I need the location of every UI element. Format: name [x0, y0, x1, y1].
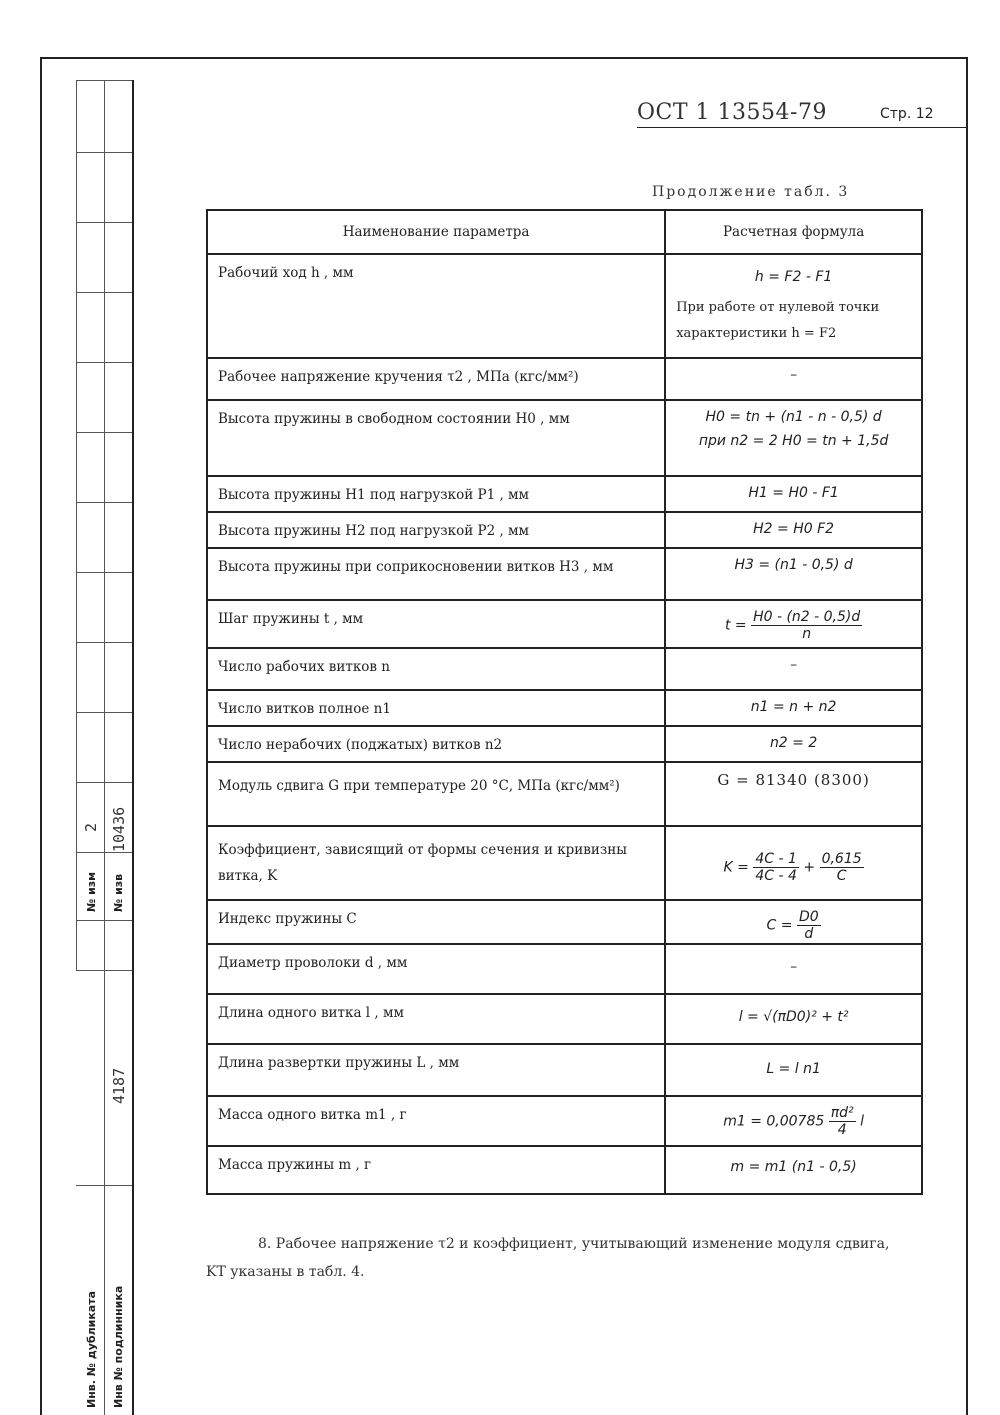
formula-text: h = F2 - F1 [754, 269, 833, 285]
strip-rule [76, 712, 132, 713]
formula-cell [665, 900, 922, 944]
formula-text: H0 = tn + (n1 - n - 0,5) d [705, 409, 882, 425]
strip-rule [76, 782, 132, 783]
formula-cell: L = l n1 [665, 1044, 922, 1096]
original-inventory-number: 4187 [110, 1067, 128, 1104]
param-cell: Коэффициент, зависящий от формы сечения и кривизны витка, K [207, 826, 665, 900]
formula-lhs: C = [766, 917, 793, 934]
param-cell: Число рабочих витков n [207, 648, 665, 690]
frame-right-border [966, 57, 968, 1415]
table-row [207, 476, 922, 512]
param-cell: Масса пружины m , г [207, 1146, 665, 1194]
param-cell: Масса одного витка m1 , г [207, 1096, 665, 1146]
formula-cell: – [665, 648, 922, 690]
formula-note: При работе от нулевой точки характеристики h = F2 [676, 300, 880, 341]
revision-notice-label: № изв [112, 873, 125, 912]
table-header-row [207, 210, 922, 254]
table-row [207, 900, 922, 944]
fraction-numerator: 4C - 1 [755, 850, 797, 867]
param-cell: Число витков полное n1 [207, 690, 665, 726]
formula-cell [665, 400, 922, 476]
formula-lhs: K = [723, 859, 749, 875]
strip-rule [76, 920, 132, 921]
formula-cell: l = √(πD0)² + t² [665, 994, 922, 1044]
column-header-parameter: Наименование параметра [207, 210, 665, 254]
param-cell: Шаг пружины t , мм [207, 600, 665, 648]
strip-rule [76, 502, 132, 503]
strip-rule [76, 152, 132, 153]
formula-rhs: l [860, 1113, 865, 1130]
strip-divider [104, 80, 105, 1415]
table-row [207, 1044, 922, 1096]
strip-divider [76, 80, 77, 970]
param-cell: Модуль сдвига G при температуре 20 °С, МПа (кгс/мм²) [207, 762, 665, 826]
document-number: ОСТ 1 13554-79 [637, 100, 827, 125]
table-row [207, 1146, 922, 1194]
formula-cell: H3 = (n1 - 0,5) d [665, 548, 922, 600]
formula-cell: G = 81340 (8300) [665, 762, 922, 826]
table-row [207, 358, 922, 400]
revision-change-label: № изм [85, 871, 98, 912]
fraction-denominator: n [802, 626, 812, 642]
table-row [207, 600, 922, 648]
fraction-numerator: H0 - (n2 - 0,5)d [753, 609, 861, 625]
strip-rule [76, 642, 132, 643]
formula-cell [665, 1096, 922, 1146]
formula-cell: H1 = H0 - F1 [665, 476, 922, 512]
fraction-denominator: d [804, 926, 814, 942]
table-row [207, 690, 922, 726]
strip-rule [76, 222, 132, 223]
fraction-numerator: D0 [798, 909, 819, 925]
strip-rule [76, 432, 132, 433]
fraction-denominator: 4C - 4 [755, 867, 797, 884]
param-cell: Рабочий ход h , мм [207, 254, 665, 358]
param-cell: Рабочее напряжение кручения τ2 , МПа (кгс/мм²) [207, 358, 665, 400]
param-cell: Длина развертки пружины L , мм [207, 1044, 665, 1096]
header-underline [637, 127, 967, 128]
formula-cell: m = m1 (n1 - 0,5) [665, 1146, 922, 1194]
revision-notice-number: 10436 [110, 806, 128, 852]
strip-rule [76, 362, 132, 363]
formula-cell: – [665, 944, 922, 994]
param-cell: Высота пружины H2 под нагрузкой P2 , мм [207, 512, 665, 548]
strip-rule [76, 852, 132, 853]
formula-note: при n2 = 2 H0 = tn + 1,5d [698, 433, 889, 449]
formula-operator: + [803, 859, 816, 875]
param-cell: Длина одного витка l , мм [207, 994, 665, 1044]
strip-rule [76, 292, 132, 293]
formula-cell: n1 = n + n2 [665, 690, 922, 726]
table-row [207, 944, 922, 994]
strip-rule [76, 572, 132, 573]
fraction-denominator: C [836, 867, 847, 884]
param-cell: Число нерабочих (поджатых) витков n2 [207, 726, 665, 762]
param-cell: Диаметр проволоки d , мм [207, 944, 665, 994]
fraction [829, 1105, 856, 1138]
table-row [207, 1096, 922, 1146]
table-row [207, 994, 922, 1044]
parameters-table [206, 209, 923, 1195]
table-row [207, 826, 922, 900]
frame-left-border [40, 57, 42, 1415]
formula-cell [665, 826, 922, 900]
table-row [207, 254, 922, 358]
formula-cell: H2 = H0 F2 [665, 512, 922, 548]
fraction-denominator: 4 [837, 1122, 847, 1138]
fraction-numerator: πd² [830, 1105, 854, 1121]
duplicate-inventory-label: Инв. № дубликата [85, 1290, 98, 1408]
param-cell: Высота пружины в свободном состоянии H0 , мм [207, 400, 665, 476]
formula-cell: – [665, 358, 922, 400]
table-row [207, 648, 922, 690]
page-number: Стр. 12 [880, 106, 934, 122]
table-row [207, 726, 922, 762]
table-row [207, 400, 922, 476]
column-header-formula: Расчетная формула [665, 210, 922, 254]
table-continuation-label: Продолжение табл. 3 [652, 184, 850, 200]
param-cell: Высота пружины H1 под нагрузкой P1 , мм [207, 476, 665, 512]
param-cell: Высота пружины при соприкосновении витков H3 , мм [207, 548, 665, 600]
strip-rule [76, 970, 132, 971]
frame-inner-border [132, 80, 134, 1415]
strip-rule [76, 80, 132, 81]
fraction [797, 909, 821, 942]
table-row [207, 762, 922, 826]
fraction-numerator: 0,615 [821, 850, 862, 867]
formula-lhs: m1 = 0,00785 [723, 1113, 825, 1130]
param-cell: Индекс пружины C [207, 900, 665, 944]
fraction [751, 609, 862, 642]
fraction [753, 851, 799, 884]
frame-top-border [40, 57, 968, 59]
formula-lhs: t = [724, 617, 747, 634]
formula-cell [665, 600, 922, 648]
table-row [207, 512, 922, 548]
formula-cell [665, 254, 922, 358]
fraction [820, 851, 864, 884]
strip-rule [76, 1185, 132, 1186]
table-row [207, 548, 922, 600]
footnote-paragraph: 8. Рабочее напряжение τ2 и коэффициент, учитывающий изменение модуля сдвига, KT указаны в табл. 4. [206, 1236, 890, 1280]
original-inventory-label: Инв № подлинника [112, 1285, 125, 1408]
revision-change-number: 2 [82, 822, 100, 832]
formula-cell: n2 = 2 [665, 726, 922, 762]
